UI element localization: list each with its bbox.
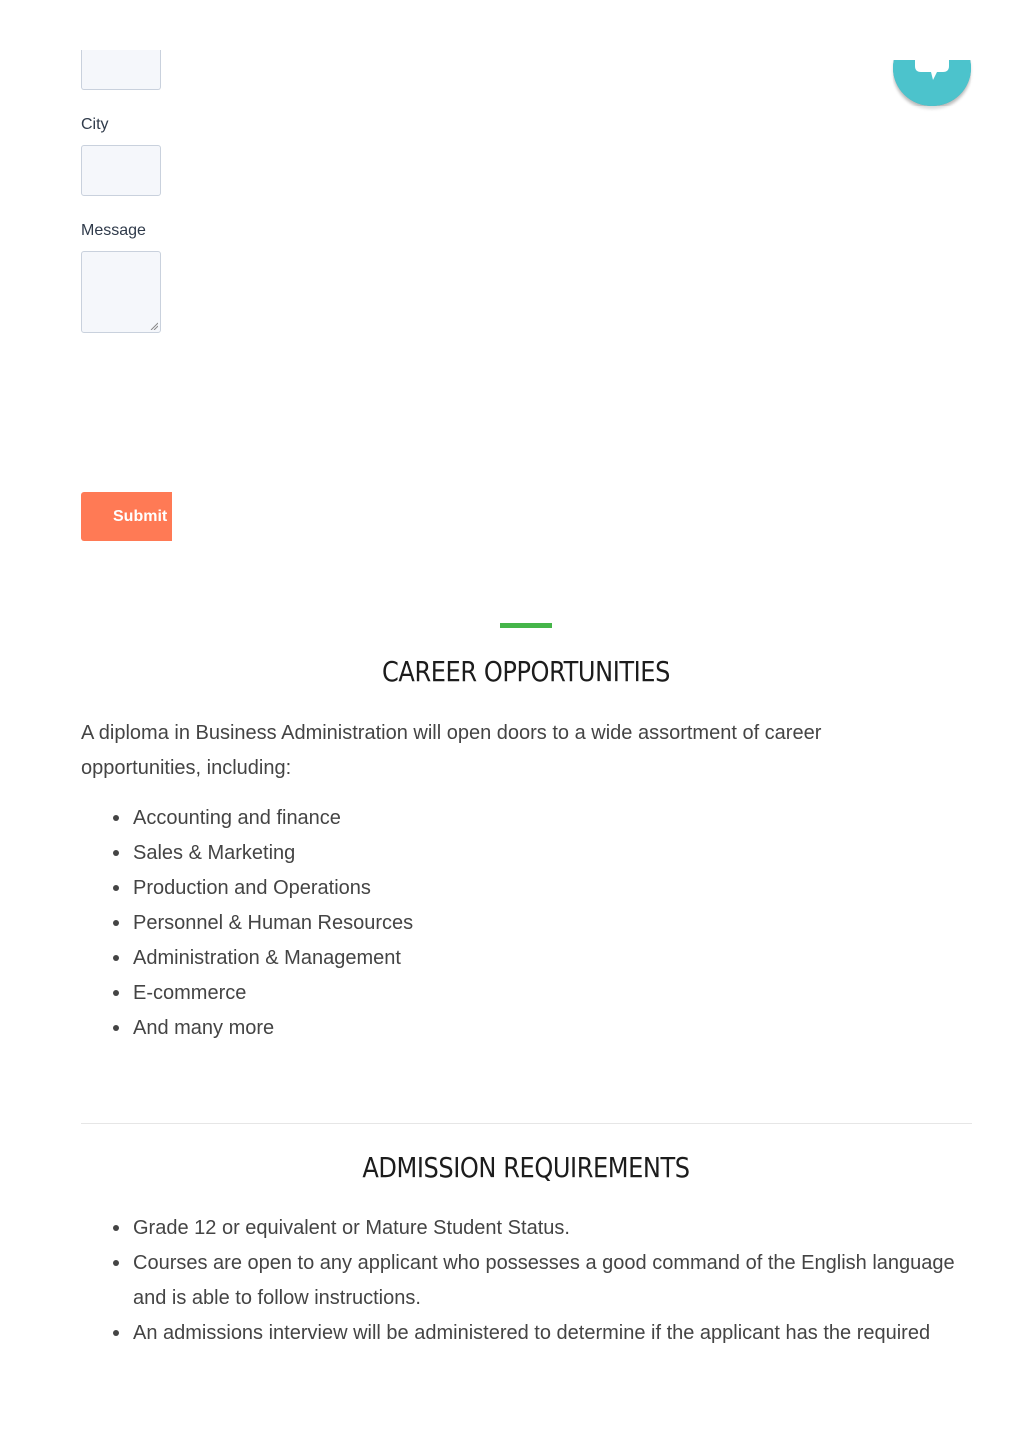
admission-list: [81, 1211, 973, 1351]
list-item: Courses are open to any applicant who possesses a good command of the English language and is able to follow instructions.: [133, 1246, 973, 1316]
list-item: Grade 12 or equivalent or Mature Student Status.: [133, 1211, 973, 1246]
resize-grip-icon[interactable]: [150, 322, 158, 330]
submit-button[interactable]: Submit: [81, 492, 172, 541]
list-item: An admissions interview will be administered to determine if the applicant has the required: [133, 1316, 973, 1351]
list-item: E-commerce: [133, 976, 413, 1011]
city-label: City: [81, 116, 109, 133]
career-intro: A diploma in Business Administration will open doors to a wide assortment of career opportunities, including:: [81, 722, 822, 779]
city-input[interactable]: [81, 145, 161, 196]
list-item: Sales & Marketing: [133, 836, 413, 871]
message-label: Message: [81, 222, 146, 239]
section-accent-line: [500, 623, 552, 628]
previous-field-input[interactable]: [81, 50, 161, 90]
list-item: And many more: [133, 1011, 413, 1046]
admission-heading: ADMISSION REQUIREMENTS: [362, 1151, 690, 1184]
message-textarea[interactable]: [81, 251, 161, 333]
list-item: Accounting and finance: [133, 801, 413, 836]
list-item: Production and Operations: [133, 871, 413, 906]
list-item: Personnel & Human Resources: [133, 906, 413, 941]
section-divider: [81, 1123, 972, 1124]
career-list: [81, 801, 413, 1046]
list-item: Administration & Management: [133, 941, 413, 976]
career-heading: CAREER OPPORTUNITIES: [382, 655, 670, 688]
